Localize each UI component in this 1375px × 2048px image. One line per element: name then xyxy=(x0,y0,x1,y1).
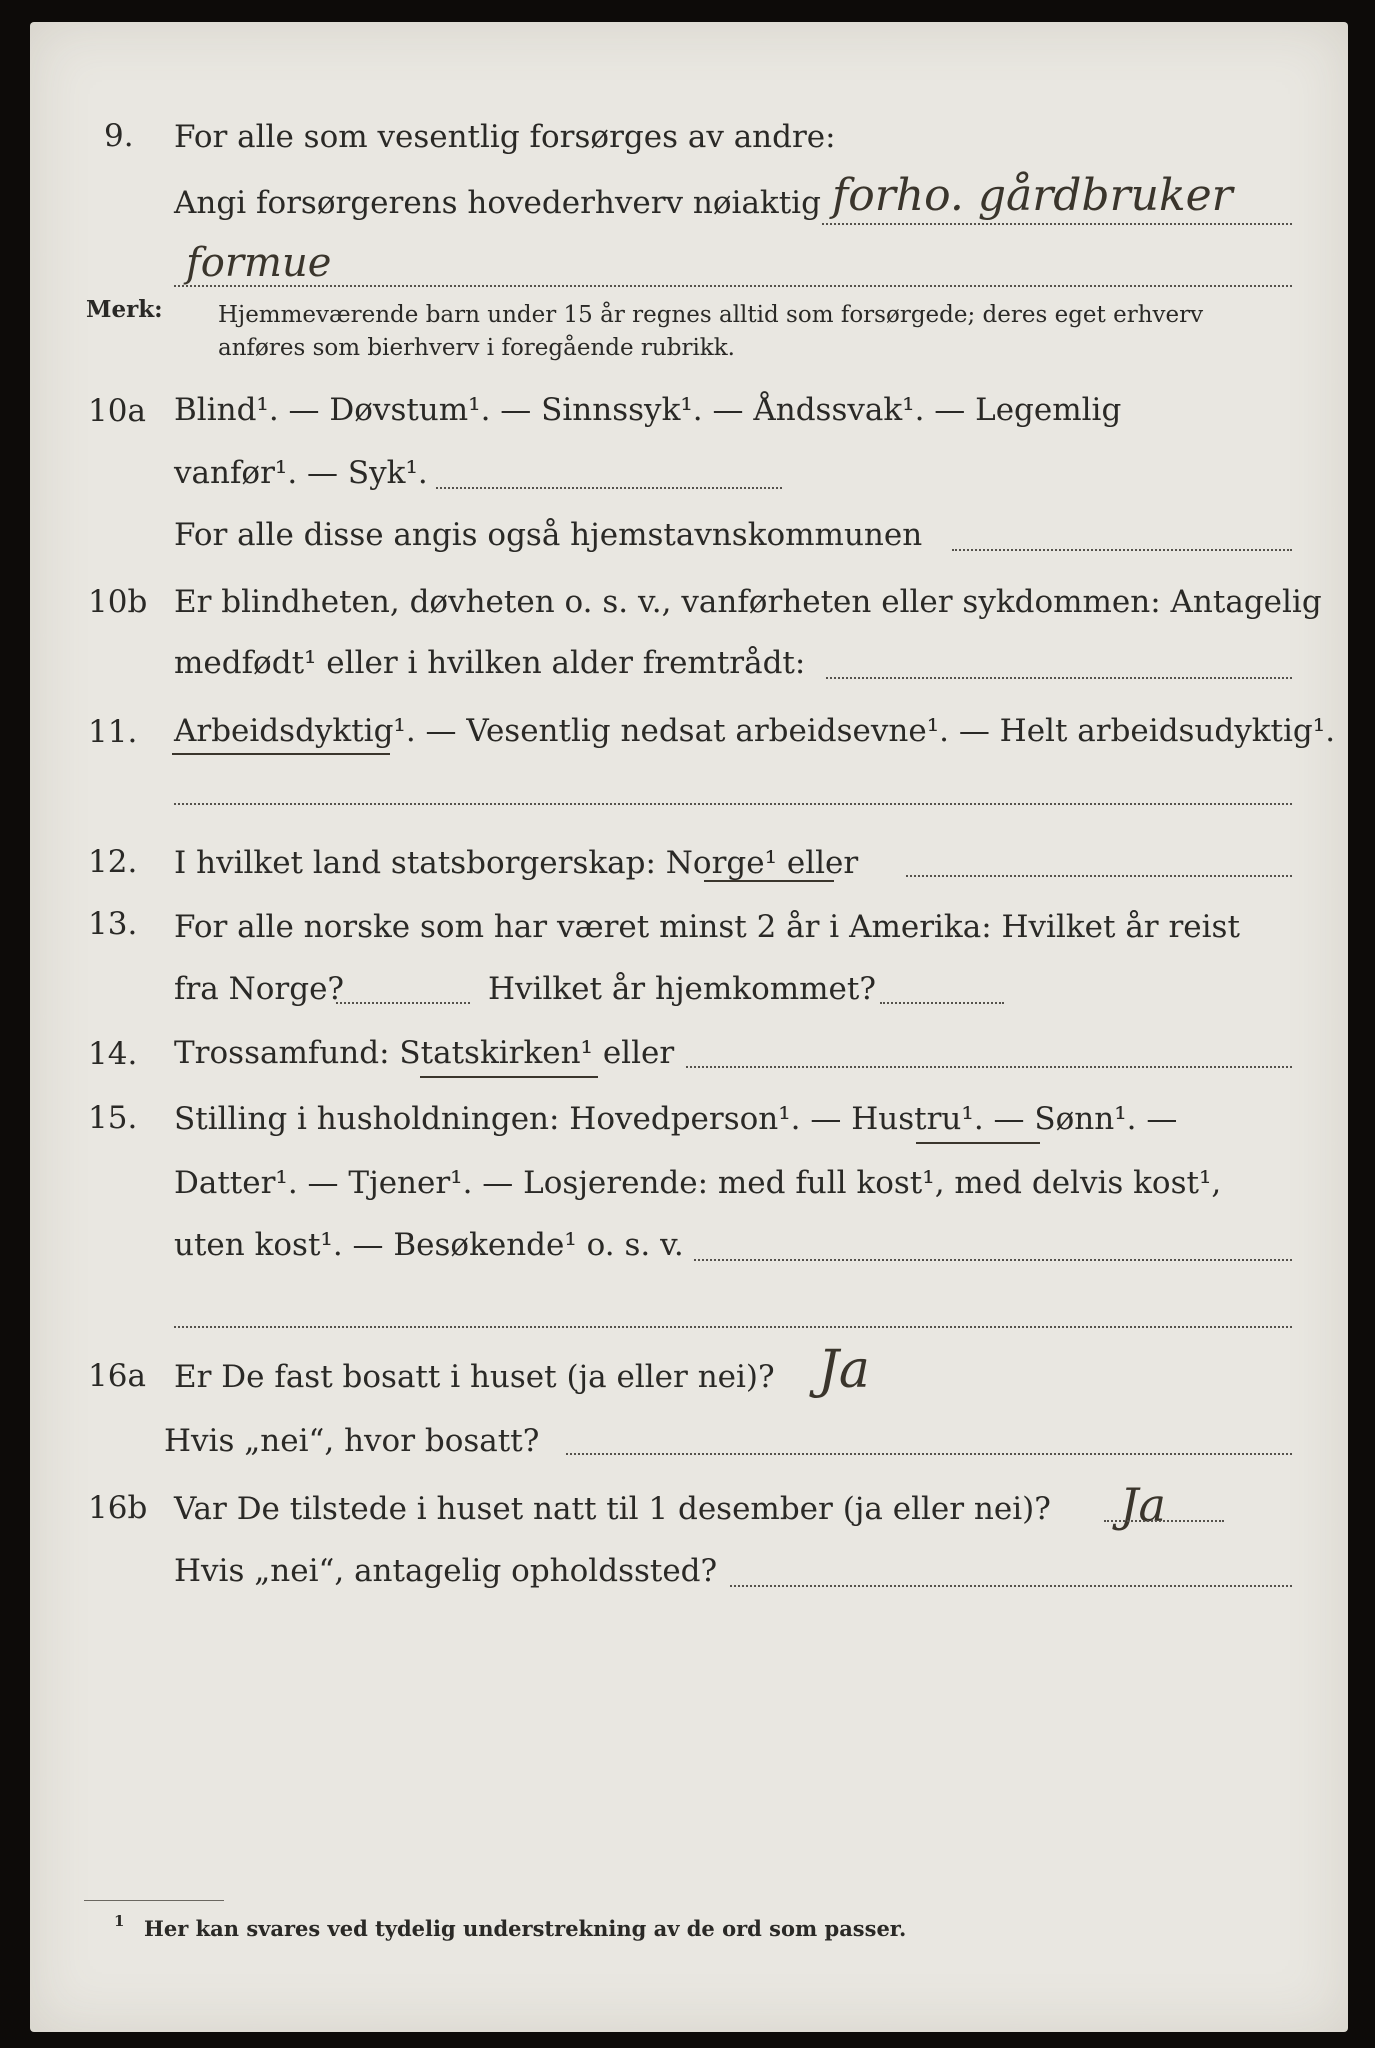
q16b-number: 16b xyxy=(88,1490,148,1526)
q12-number: 12. xyxy=(88,844,138,880)
q15-line3: uten kost¹. — Besøkende¹ o. s. v. xyxy=(174,1227,684,1263)
q13-line2b: Hvilket år hjemkommet? xyxy=(488,971,876,1007)
q16b-answer-line2 xyxy=(730,1585,1292,1587)
q16a-line1: Er De fast bosatt i huset (ja eller nei)? xyxy=(174,1359,775,1395)
q16a-answer-line xyxy=(566,1453,1292,1455)
q15-line1: Stilling i husholdningen: Hovedperson¹. — Hustru¹. — Sønn¹. — xyxy=(174,1101,1178,1137)
q9-answer-line1 xyxy=(822,223,1292,225)
q11-underline-arbeidsdyktig xyxy=(172,753,390,755)
footnote-mark: 1 xyxy=(114,1912,125,1930)
q14-number: 14. xyxy=(88,1036,138,1072)
q10a-line3: For alle disse angis også hjemstavnskommunen xyxy=(174,517,923,553)
q12-answer-line xyxy=(906,875,1292,877)
merk-line2: anføres som bierhverv i foregående rubrikk. xyxy=(218,335,735,361)
q13-line1: For alle norske som har været minst 2 år i Amerika: Hvilket år reist xyxy=(174,909,1240,945)
q10b-line1: Er blindheten, døvheten o. s. v., vanførheten eller sykdommen: Antagelig xyxy=(174,584,1322,620)
q9-number: 9. xyxy=(104,118,134,154)
q15-number: 15. xyxy=(88,1100,138,1136)
q15-line2: Datter¹. — Tjener¹. — Losjerende: med full kost¹, med delvis kost¹, xyxy=(174,1165,1222,1201)
q9-line2: Angi forsørgerens hovederhverv nøiaktig xyxy=(174,185,821,221)
q11-answer-line xyxy=(174,803,1292,805)
q14-underline-statskirken xyxy=(420,1076,598,1078)
q16b-handwritten-answer: Ja xyxy=(1120,1478,1166,1532)
merk-label: Merk: xyxy=(86,296,163,323)
q13-number: 13. xyxy=(88,906,138,942)
footnote-rule xyxy=(84,1900,224,1901)
q10b-answer-line xyxy=(826,677,1292,679)
q15-answer-line2 xyxy=(174,1326,1292,1328)
q10a-number: 10a xyxy=(88,393,146,429)
q13-answer-reist xyxy=(336,1002,470,1004)
q10a-line2: vanfør¹. — Syk¹. xyxy=(174,455,428,491)
q10b-number: 10b xyxy=(88,584,148,620)
q16a-number: 16a xyxy=(88,1358,146,1394)
q10b-line2: medfødt¹ eller i hvilken alder fremtrådt: xyxy=(174,645,806,681)
q14-answer-line xyxy=(686,1066,1292,1068)
q10a-answer-line3 xyxy=(952,549,1292,551)
q16b-answer-line1 xyxy=(1104,1520,1224,1522)
q16b-line1: Var De tilstede i huset natt til 1 desember (ja eller nei)? xyxy=(174,1491,1051,1527)
q9-answer-line2 xyxy=(174,285,1292,287)
q11-line1: Arbeidsdyktig¹. — Vesentlig nedsat arbeidsevne¹. — Helt arbeidsudyktig¹. xyxy=(174,713,1336,749)
q12-underline-norge xyxy=(704,880,834,882)
q13-line2a: fra Norge? xyxy=(174,971,345,1007)
q9-handwritten-answer2: formue xyxy=(186,240,332,286)
q9-handwritten-answer1: forho. gårdbruker xyxy=(832,170,1233,221)
q15-answer-line1 xyxy=(694,1259,1292,1261)
merk-line1: Hjemmeværende barn under 15 år regnes alltid som forsørgede; deres eget erhverv xyxy=(218,302,1204,328)
q13-answer-hjemkommet xyxy=(880,1002,1004,1004)
q16b-line2: Hvis „nei“, antagelig opholdssted? xyxy=(174,1553,718,1589)
q16a-handwritten-answer: Ja xyxy=(818,1340,870,1400)
footnote-text: Her kan svares ved tydelig understrekning av de ord som passer. xyxy=(144,1916,907,1941)
q9-line1: For alle som vesentlig forsørges av andre: xyxy=(174,119,836,155)
q15-underline-hustru xyxy=(916,1142,1040,1144)
q12-line1: I hvilket land statsborgerskap: Norge¹ eller xyxy=(174,845,859,881)
q14-line1: Trossamfund: Statskirken¹ eller xyxy=(174,1035,675,1071)
q16a-line2: Hvis „nei“, hvor bosatt? xyxy=(164,1423,540,1459)
q11-number: 11. xyxy=(88,714,138,750)
q10a-answer-line2 xyxy=(436,487,782,489)
q10a-line1: Blind¹. — Døvstum¹. — Sinnssyk¹. — Åndssvak¹. — Legemlig xyxy=(174,392,1122,428)
